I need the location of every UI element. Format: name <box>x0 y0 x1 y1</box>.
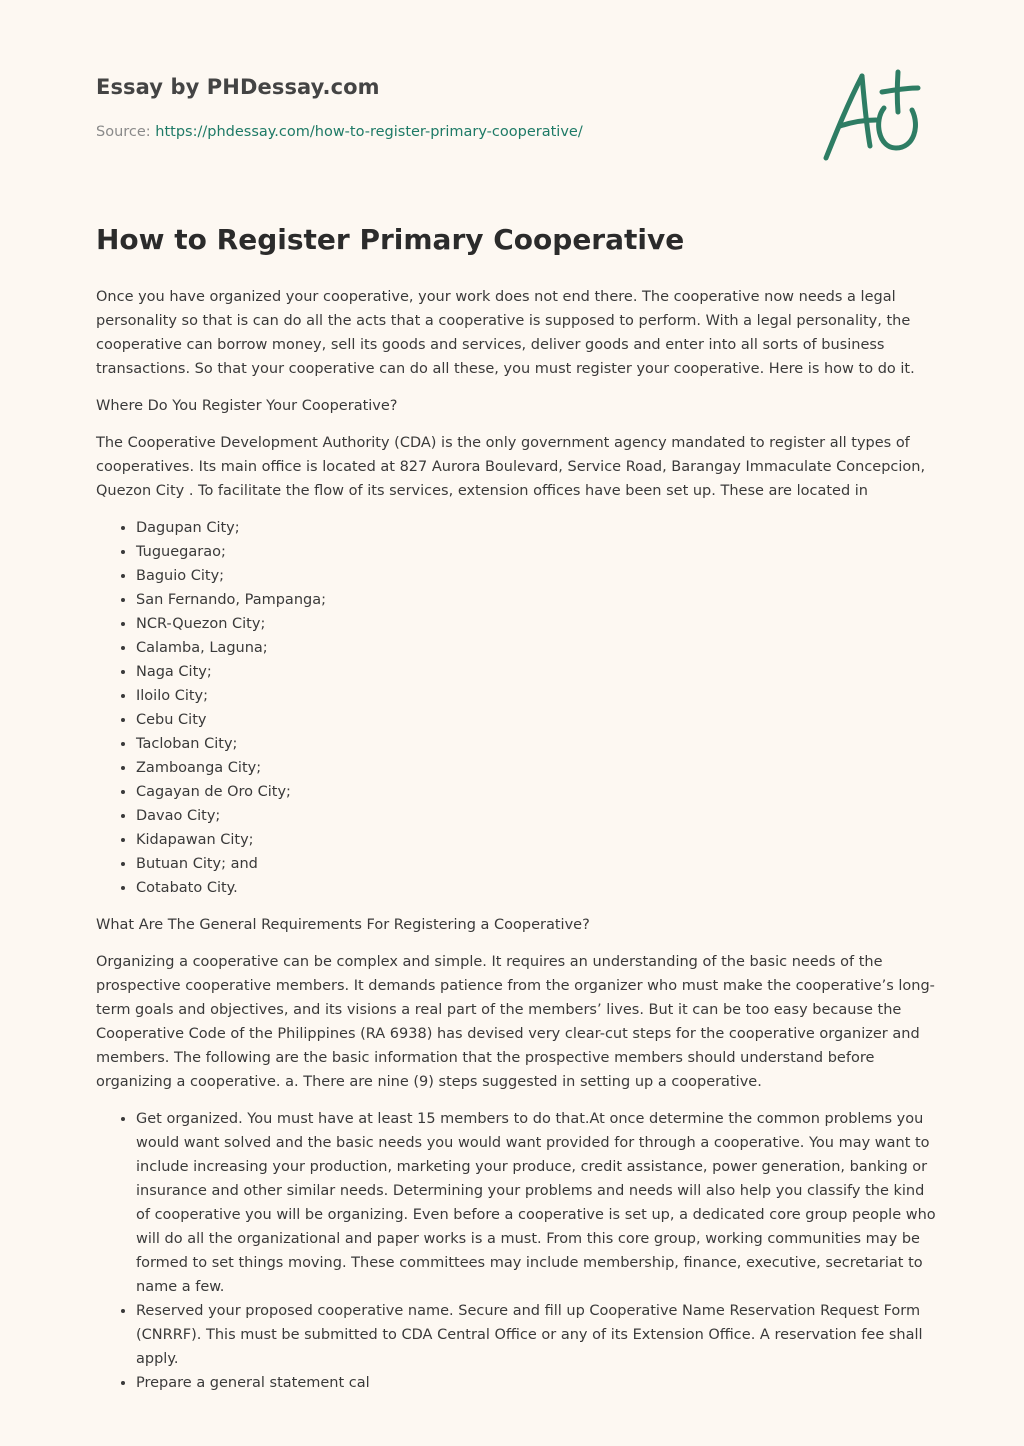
cda-paragraph: The Cooperative Development Authority (CDA) is the only government agency mandated to register all types of cooperatives. Its main office is located at 827 Aurora Boulevard, Service Road, Barangay Immaculate Concepcion, Quezon City . To facilitate the flow of its services, extension offices have been set up. These are located in <box>96 435 926 499</box>
source-line <box>96 124 583 140</box>
a-plus-logo-icon <box>818 68 928 164</box>
list-item: • Naga City; <box>136 660 936 684</box>
list-item: • Get organized. You must have at least 15 members to do that.At once determine the common problems you would want solved and the basic needs you would want provided for through a cooperative. You may want to include increasing your production, marketing your produce, credit assistance, power generation, banking or insurance and other similar needs. Determining your problems and needs will also help you classify the kind of cooperative you will be organizing. Even before a cooperative is set up, a dedicated core group people who will do all the organizational and paper works is a must. From this core group, working communities may be formed to set things moving. These committees may include membership, finance, executive, secretariat to name a few. <box>136 1107 936 1299</box>
source-link[interactable]: https://phdessay.com/how-to-register-primary-cooperative/ <box>155 124 583 140</box>
list-item: • Baguio City; <box>136 564 936 588</box>
article-title: How to Register Primary Cooperative <box>96 223 685 256</box>
list-item: • Cagayan de Oro City; <box>136 780 936 804</box>
list-item: • NCR-Quezon City; <box>136 612 936 636</box>
question-general-requirements: What Are The General Requirements For Registering a Cooperative? <box>96 917 590 933</box>
list-item: • Calamba, Laguna; <box>136 636 936 660</box>
list-item: • Iloilo City; <box>136 684 936 708</box>
list-item: • Zamboanga City; <box>136 756 936 780</box>
list-item: • Tacloban City; <box>136 732 936 756</box>
list-item: • Prepare a general statement cal <box>136 1371 936 1395</box>
list-item: • San Fernando, Pampanga; <box>136 588 936 612</box>
requirements-paragraph: Organizing a cooperative can be complex and simple. It requires an understanding of the basic needs of the prospective cooperative members. It demands patience from the organizer who must make the cooperative’s long-term goals and objectives, and its visions a real part of the members’ lives. But it can be too easy because the Cooperative Code of the Philippines (RA 6938) has devised very clear-cut steps for the cooperative organizer and members. The following are the basic information that the prospective members should understand before organizing a cooperative. a. There are nine (9) steps suggested in setting up a cooperative. <box>96 954 935 1090</box>
article-body <box>96 285 936 1408</box>
list-item: • Cotabato City. <box>136 876 936 900</box>
list-item: • Tuguegarao; <box>136 540 936 564</box>
steps-list <box>96 1107 936 1395</box>
source-label: Source: <box>96 124 156 140</box>
brand-title: Essay by PHDessay.com <box>96 75 380 99</box>
question-where-register: Where Do You Register Your Cooperative? <box>96 398 398 414</box>
list-item: • Cebu City <box>136 708 936 732</box>
list-item: • Davao City; <box>136 804 936 828</box>
intro-paragraph: Once you have organized your cooperative, your work does not end there. The cooperative now needs a legal personality so that is can do all the acts that a cooperative is supposed to perform. With a legal personality, the cooperative can borrow money, sell its goods and services, deliver goods and enter into all sorts of business transactions. So that your cooperative can do all these, you must register your cooperative. Here is how to do it. <box>96 289 915 377</box>
list-item: • Butuan City; and <box>136 852 936 876</box>
extension-offices-list <box>96 516 936 900</box>
list-item: • Kidapawan City; <box>136 828 936 852</box>
list-item: • Dagupan City; <box>136 516 936 540</box>
list-item: • Reserved your proposed cooperative name. Secure and fill up Cooperative Name Reservation Request Form (CNRRF). This must be submitted to CDA Central Office or any of its Extension Office. A reservation fee shall apply. <box>136 1299 936 1371</box>
